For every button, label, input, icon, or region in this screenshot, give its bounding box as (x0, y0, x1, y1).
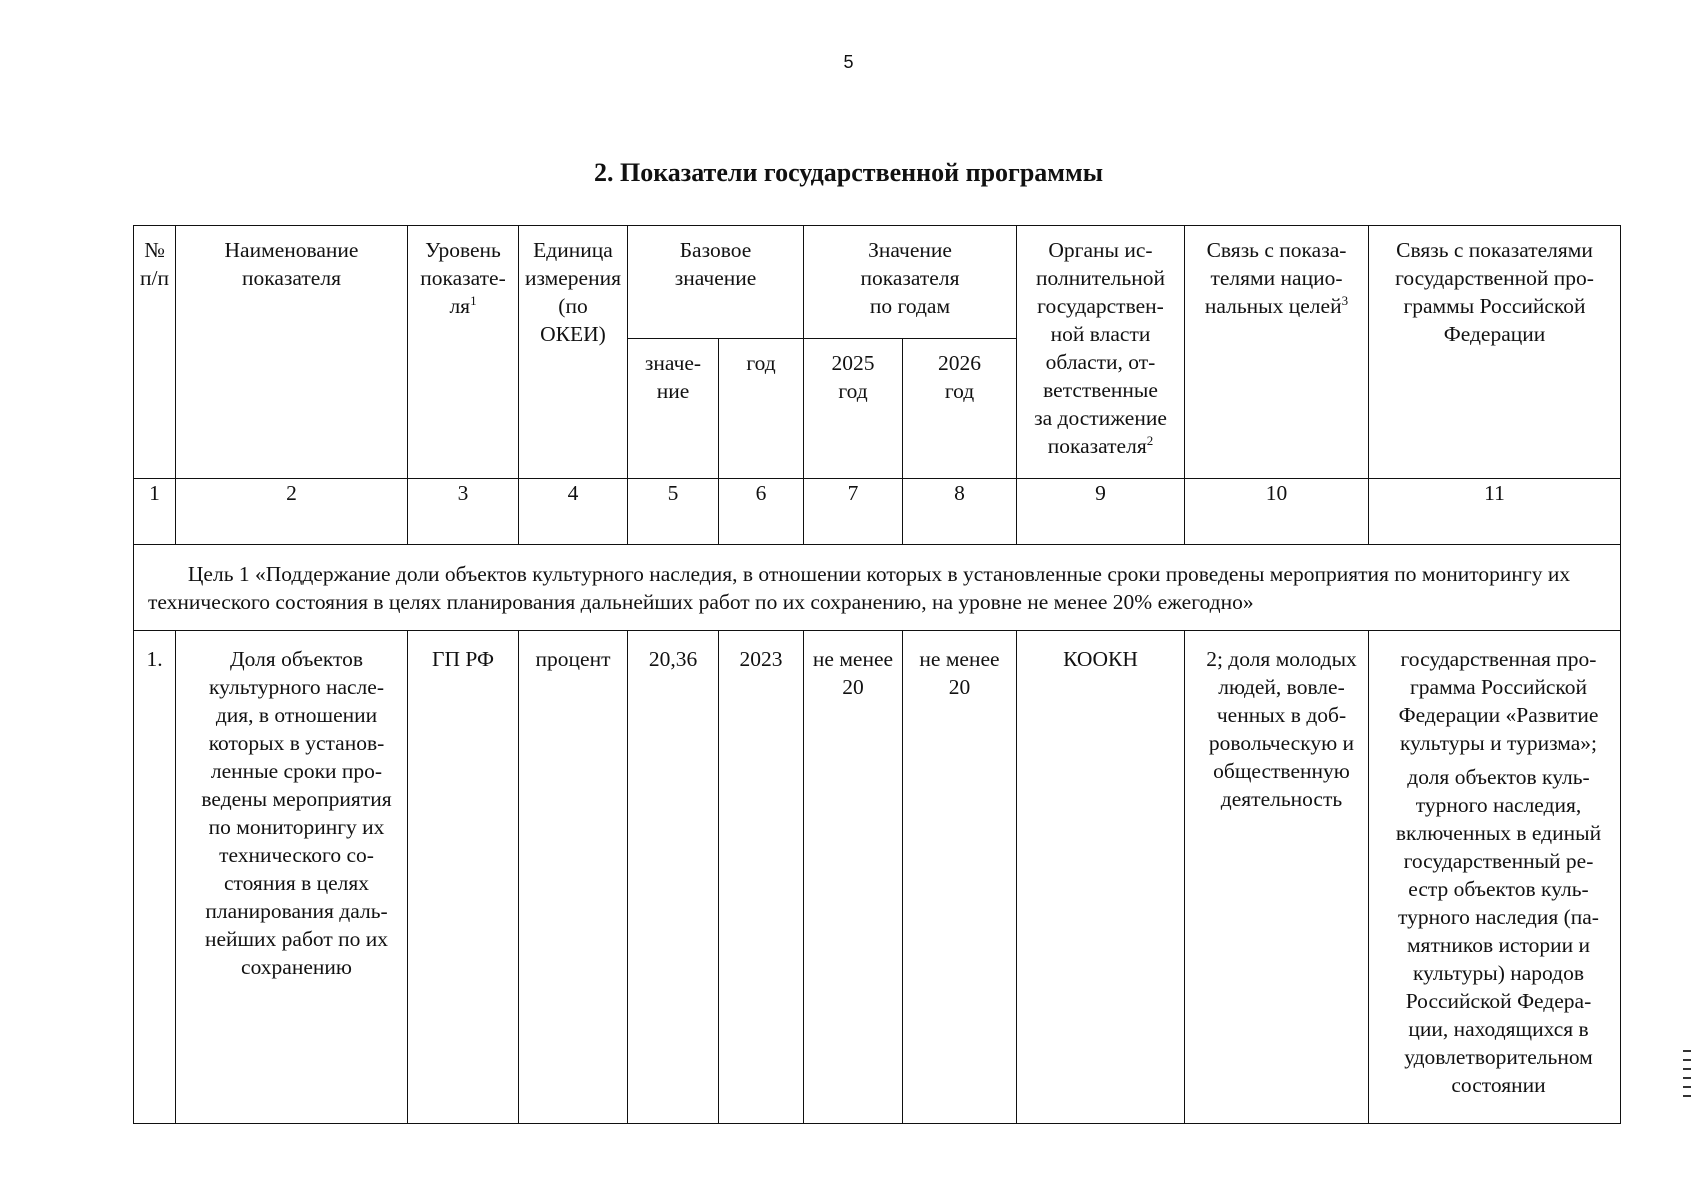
column-number: 1 (134, 479, 176, 545)
header-row (134, 226, 1621, 339)
goal-text: Цель 1 «Поддержание доли объектов культурного наследия, в отношении которых в установленные сроки проведены мероприятия по мониторингу их технического состояния в целях планирования дальнейших работ по их сохранению, на уровне не менее 20% ежегодно» (134, 545, 1621, 631)
indicator-name: Доля объектов культурного насле- дия, в отношении которых в установ- ленные сроки про- ведены мероприятия по мониторингу их технического со- стояния в целях планирования даль- нейших работ по их сохранению (176, 631, 408, 1124)
goal-row (134, 545, 1621, 631)
header-values-by-year-group: Значение показателя по годам (804, 226, 1017, 339)
column-number: 2 (176, 479, 408, 545)
column-number: 4 (519, 479, 628, 545)
column-numbers-row (134, 479, 1621, 545)
base-year: 2023 (719, 631, 804, 1124)
column-number: 8 (903, 479, 1017, 545)
column-number: 11 (1369, 479, 1621, 545)
header-base-value-group: Базовое значение (628, 226, 804, 339)
page-title: 2. Показатели государственной программы (593, 158, 1104, 187)
indicator-unit: процент (519, 631, 628, 1124)
scan-margin-marks (1683, 1050, 1691, 1120)
header-year-2025: 2025 год (804, 339, 903, 479)
column-number: 10 (1185, 479, 1369, 545)
indicators-table (133, 225, 1621, 1124)
base-value: 20,36 (628, 631, 719, 1124)
row-number: 1. (134, 631, 176, 1124)
value-2026: не менее 20 (903, 631, 1017, 1124)
header-indicator-name: Наименование показателя (176, 226, 408, 479)
responsible-authority: КООКН (1017, 631, 1185, 1124)
column-number: 3 (408, 479, 519, 545)
header-unit: Единица измерения (по ОКЕИ) (519, 226, 628, 479)
column-number: 9 (1017, 479, 1185, 545)
value-2025: не менее 20 (804, 631, 903, 1124)
rf-program-link: государственная про- грамма Российской Федерации «Развитие культуры и туризма»; доля объектов куль- турного наследия, включенных в единый государственный ре- естр объектов куль- турного наследия (па- мятников истории и культуры) народов Российской Федера- ции, находящихся в удовлетворительном состоянии (1369, 631, 1621, 1124)
indicator-level: ГП РФ (408, 631, 519, 1124)
column-number: 6 (719, 479, 804, 545)
header-rf-program-link: Связь с показателями государственной про- граммы Российской Федерации (1369, 226, 1621, 479)
header-national-goals: Связь с показа- телями нацио- нальных целей$^3$ (1185, 226, 1369, 479)
header-responsible-authority: Органы ис- полнительной государствен- ной власти области, от- ветственные за достижение показателя$^2$ (1017, 226, 1185, 479)
header-indicator-level: Уровень показате- $ля^1$ (408, 226, 519, 479)
page-number: 5 (843, 52, 854, 72)
header-number: № п/п (134, 226, 176, 479)
national-goals-link: 2; доля молодых людей, вовле- ченных в доб- ровольческую и общественную деятельность (1185, 631, 1369, 1124)
header-base-value: значе- ние (628, 339, 719, 479)
column-number: 7 (804, 479, 903, 545)
header-base-year: год (719, 339, 804, 479)
table-row (134, 631, 1621, 1124)
column-number: 5 (628, 479, 719, 545)
header-year-2026: 2026 год (903, 339, 1017, 479)
